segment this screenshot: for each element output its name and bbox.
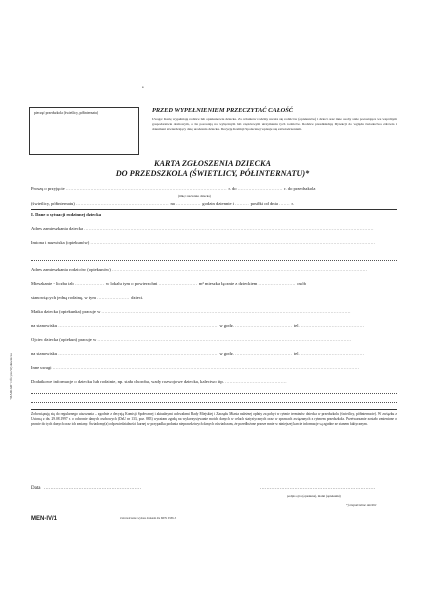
label-other-notes: Inne uwagi — [31, 365, 52, 370]
label-date-from: r. do — [228, 186, 237, 191]
date-label: Data — [31, 486, 41, 491]
field-other-notes[interactable]: ...................................................................................................................................................................................................... — [52, 365, 360, 370]
label-additional-info: Dodatkowe informacje o dziecku lub rodzinie, np. stała choroba, wady rozwojowe dziecka, kalectwo itp. — [31, 379, 224, 384]
label-position: na stanowisku — [31, 323, 58, 328]
punch-mark: • — [142, 86, 144, 91]
field-mother-phone[interactable]: ......................................... — [300, 323, 365, 328]
label-address-parents: Adres zamieszkania rodziców (opiekunów) — [31, 267, 111, 272]
field-rooms[interactable]: ................... — [74, 281, 106, 286]
read-notice: PRZED WYPEŁNIENIEM PRZECZYTAĆ CAŁOŚĆ — [152, 107, 294, 114]
label-meals-from: posiłki od dnia — [250, 201, 278, 206]
label-persons: osób — [297, 281, 306, 286]
footnote: *) niepotrzebne skreślić — [346, 503, 377, 507]
label-hours: w godz. — [219, 323, 234, 328]
row-address-parents — [31, 267, 397, 273]
row-mother-work — [31, 309, 397, 315]
row-father-position — [31, 351, 397, 357]
label-family: stanowiących jedną rodzinę, w tym — [31, 295, 96, 300]
form-subtitle: DO PRZEDSZKOLA (ŚWIETLICY, PÓŁINTERNATU)* — [115, 169, 310, 178]
field-mother-position[interactable]: ....................................................................................................... — [58, 323, 220, 328]
field-meals[interactable]: ......... — [235, 201, 251, 206]
row-admission — [31, 186, 397, 192]
label-mother-work: Matka dziecka (opiekunka) pracuje w — [31, 309, 101, 314]
field-parents-names[interactable]: ........................................................................................................................................................................................ — [90, 240, 376, 245]
row-family — [31, 295, 397, 301]
row-hours — [31, 201, 397, 207]
sub-child-name: (imię i nazwisko dziecka) — [178, 194, 211, 198]
publisher-side-text: "MAJKAR" Oficyna Wydawnicza — [9, 353, 13, 400]
field-signature[interactable]: ...................................................................... — [260, 486, 376, 491]
field-date-to[interactable]: ............................. — [237, 186, 285, 191]
label-phone: tel. — [293, 323, 300, 328]
label-rooms: Mieszkanie - liczba izb — [31, 281, 74, 286]
row-other-notes — [31, 365, 397, 371]
field-child-name[interactable]: ........................................................................................................ — [65, 186, 229, 191]
field-father-phone[interactable]: ......................................... — [300, 351, 365, 356]
row-mother-position — [31, 323, 397, 329]
label-admission: Proszę o przyjęcie — [31, 186, 65, 191]
field-mother-work[interactable]: ................................................................................................................................................................. — [101, 309, 351, 314]
label-r: r. — [291, 201, 294, 206]
field-additional-info[interactable]: ........................................ — [225, 379, 287, 384]
row-address-child — [31, 226, 397, 232]
label-to-preschool: r. do przedszkola — [284, 186, 316, 191]
field-hours[interactable]: ................ — [175, 201, 203, 206]
field-children-count[interactable]: ..................... — [97, 295, 132, 300]
divider — [31, 209, 397, 210]
signature-label: podpis ojca (opiekuna), matki (opiekunki) — [287, 494, 341, 498]
field-father-hours[interactable]: ..................................... — [235, 351, 294, 356]
field-additional-info-line1[interactable] — [31, 393, 397, 394]
label-for: na — [170, 201, 175, 206]
label-facility: (świetlicy, półinternatu) — [31, 201, 75, 206]
stamp-label: pieczęć przedszkola (świetlicy, półinternatu) — [34, 111, 99, 115]
field-date[interactable]: ........................................................... — [44, 486, 142, 491]
field-address-child[interactable]: ........................................................................................................................................................................................... — [84, 226, 374, 231]
instructions: Uwaga: Kartę wypełniają rodzice lub opiekunowie dziecka. Za członków rodziny uważa się rodziców (opiekunów) i dzieci oraz inne osoby stale pozostające we wspólnym gospodarstwie domowym, o ile pozostają na wyłącznym lub częściowym utrzymaniu tych rodziców. Rodzice przedkładają Dyrekcji do wglądu świadectwa zdrowia i dokument stwierdzający datę urodzenia dziecka. Decyzję Komisji Społecznej wpisuje się zaświadczeniem. — [152, 117, 397, 132]
field-additional-info-line2[interactable] — [31, 402, 397, 403]
form-code: MEN-IV/1 — [31, 516, 58, 522]
divider — [31, 409, 397, 410]
row-additional-info — [31, 379, 397, 385]
label-phone: tel. — [293, 351, 300, 356]
label-children: dzieci. — [131, 295, 144, 300]
stamp-box — [29, 107, 139, 155]
section-heading: I. Dane o sytuacji rodzinnej dziecka — [31, 212, 102, 217]
label-address-child: Adres zamieszkania dziecka — [31, 226, 84, 231]
field-parents-names-cont[interactable] — [31, 260, 397, 261]
field-area[interactable]: ......................... — [158, 281, 199, 286]
field-meals-date[interactable]: ....... — [279, 201, 292, 206]
row-housing — [31, 281, 397, 287]
field-facility[interactable]: ............................................................ — [76, 201, 171, 206]
label-position: na stanowisku — [31, 351, 58, 356]
row-parents-names — [31, 240, 397, 246]
label-hours: w godz. — [219, 351, 234, 356]
field-father-work[interactable]: .................................................................................................................................................................... — [97, 337, 352, 342]
label-area: w lokalu tym o powierzchni — [105, 281, 158, 286]
label-parents-names: Imiona i nazwiska (opiekunów) — [31, 240, 90, 245]
field-father-position[interactable]: ....................................................................................................... — [58, 351, 220, 356]
bottom-note: Zaświadczenie wydane drukiem dla MEN ZSBr-5 — [120, 517, 177, 520]
commitment-text: Zobowiązuję się do regularnego uiszczania – zgodnie z decyzją Komisji Społecznej i aktualnymi uchwałami Rady Miejskiej i Zarządu Miasta należnej opłaty za pobyt w rytmie terminów dziecka w przedszkolu (świetlicy, półinternacie). W związku z Ustawą z dn. 29.08.1997 r. o ochronie danych osobowych (DzU nr 133, poz. 883) wyrażam zgodę na wykorzystywanie moich danych w celach statystycznych oraz w sprawach związanych z rytmem przedszkola. Przetwarzanie zostało zmienione o prawie do tych danych oraz ich zmiany. Świadomy(a) odpowiedzialności karnej w przypadku podania nieprawdziwych danych oświadczam, że przedłożone przeze mnie w niniejszej karcie informacje są zgodne ze stanem faktycznym. — [31, 412, 397, 426]
field-mother-hours[interactable]: ..................................... — [235, 323, 294, 328]
form-title: KARTA ZGŁOSZENIA DZIECKA — [154, 159, 271, 168]
label-father-work: Ojciec dziecka (opiekun) pracuje w — [31, 337, 97, 342]
label-residents: m² mieszka łącznie z dzieckiem — [198, 281, 258, 286]
label-hours-daily: godzin dziennie i — [202, 201, 234, 206]
row-father-work — [31, 337, 397, 343]
field-address-parents[interactable]: ..................................................................................................................................................................... — [111, 267, 368, 272]
field-residents[interactable]: ........................ — [258, 281, 298, 286]
